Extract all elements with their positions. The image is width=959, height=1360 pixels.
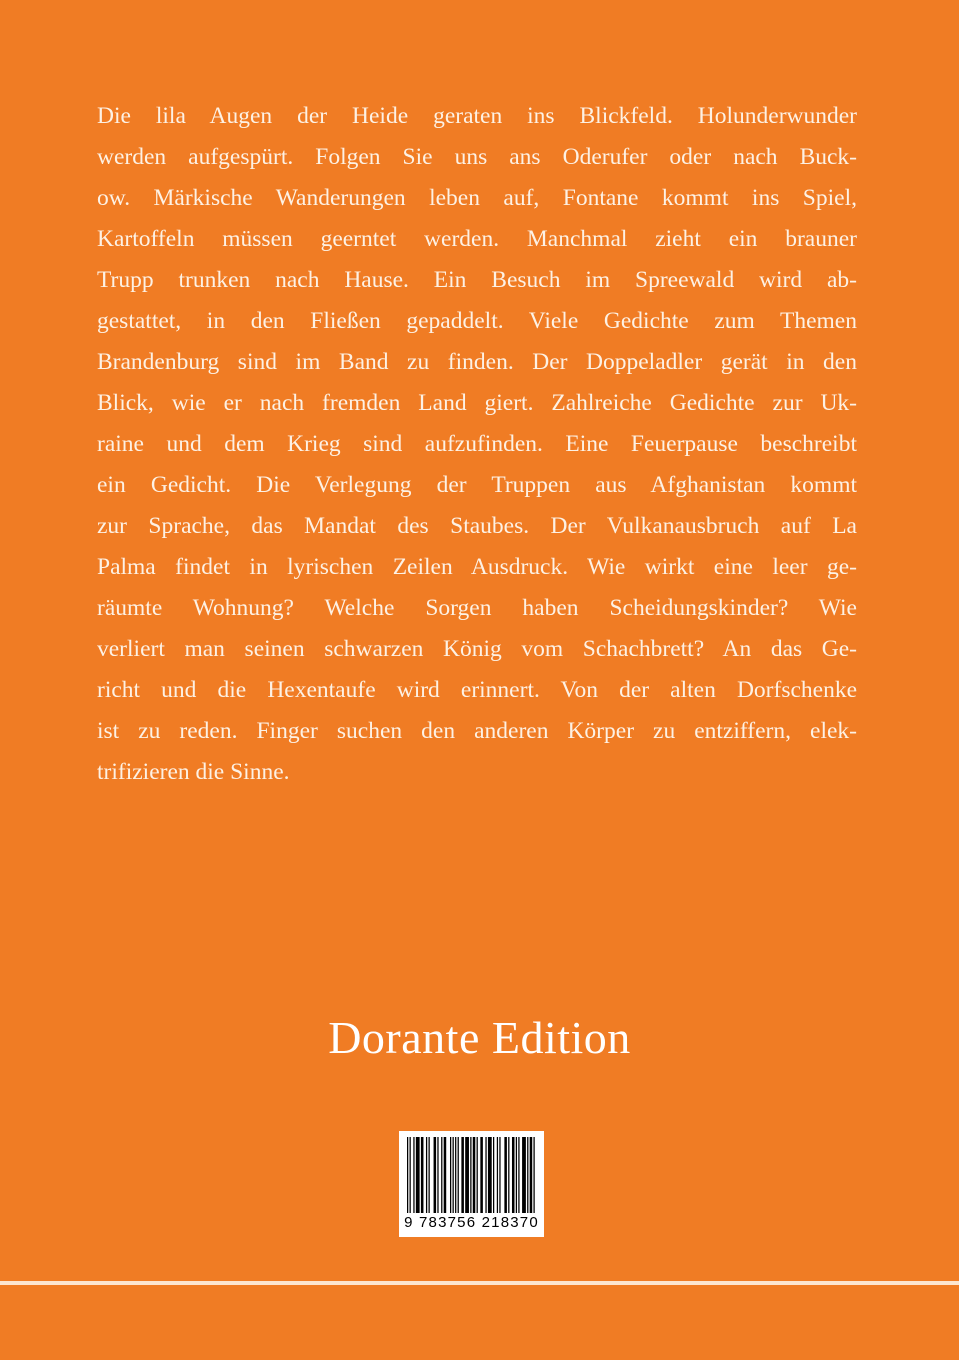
publisher-name: Dorante Edition xyxy=(328,1012,631,1063)
blurb-line: Brandenburg sind im Band zu finden. Der Doppeladler gerät in den xyxy=(97,349,857,375)
blurb-line: zur Sprache, das Mandat des Staubes. Der Vulkanausbruch auf La xyxy=(97,513,857,539)
blurb-line: gestattet, in den Fließen gepaddelt. Viele Gedichte zum Themen xyxy=(97,308,857,334)
blurb-line: Blick, wie er nach fremden Land giert. Zahlreiche Gedichte zur Uk- xyxy=(97,390,857,416)
blurb-line: Die lila Augen der Heide geraten ins Blickfeld. Holunderwunder xyxy=(97,103,857,129)
blurb-line: trifizieren die Sinne. xyxy=(97,759,290,785)
blurb-line: räumte Wohnung? Welche Sorgen haben Scheidungskinder? Wie xyxy=(97,595,857,621)
blurb-line: Kartoffeln müssen geerntet werden. Manchmal zieht ein brauner xyxy=(97,226,857,252)
blurb-line: richt und die Hexentaufe wird erinnert. Von der alten Dorfschenke xyxy=(97,677,857,703)
barcode-bars-icon xyxy=(407,1137,536,1213)
isbn-barcode xyxy=(399,1131,544,1237)
isbn-digits: 9 783756 218370 xyxy=(404,1214,539,1231)
blurb-line: ow. Märkische Wanderungen leben auf, Fontane kommt ins Spiel, xyxy=(97,185,857,211)
blurb-line: werden aufgespürt. Folgen Sie uns ans Oderufer oder nach Buck- xyxy=(97,144,857,170)
bottom-divider xyxy=(0,1281,959,1285)
blurb-text xyxy=(97,96,857,793)
blurb-line: Palma findet in lyrischen Zeilen Ausdruck. Wie wirkt eine leer ge- xyxy=(97,554,857,580)
blurb-line: ein Gedicht. Die Verlegung der Truppen aus Afghanistan kommt xyxy=(97,472,857,498)
blurb-line: raine und dem Krieg sind aufzufinden. Eine Feuerpause beschreibt xyxy=(97,431,857,457)
blurb-line: ist zu reden. Finger suchen den anderen Körper zu entziffern, elek- xyxy=(97,718,857,744)
blurb-line: verliert man seinen schwarzen König vom Schachbrett? An das Ge- xyxy=(97,636,857,662)
blurb-line: Trupp trunken nach Hause. Ein Besuch im Spreewald wird ab- xyxy=(97,267,857,293)
